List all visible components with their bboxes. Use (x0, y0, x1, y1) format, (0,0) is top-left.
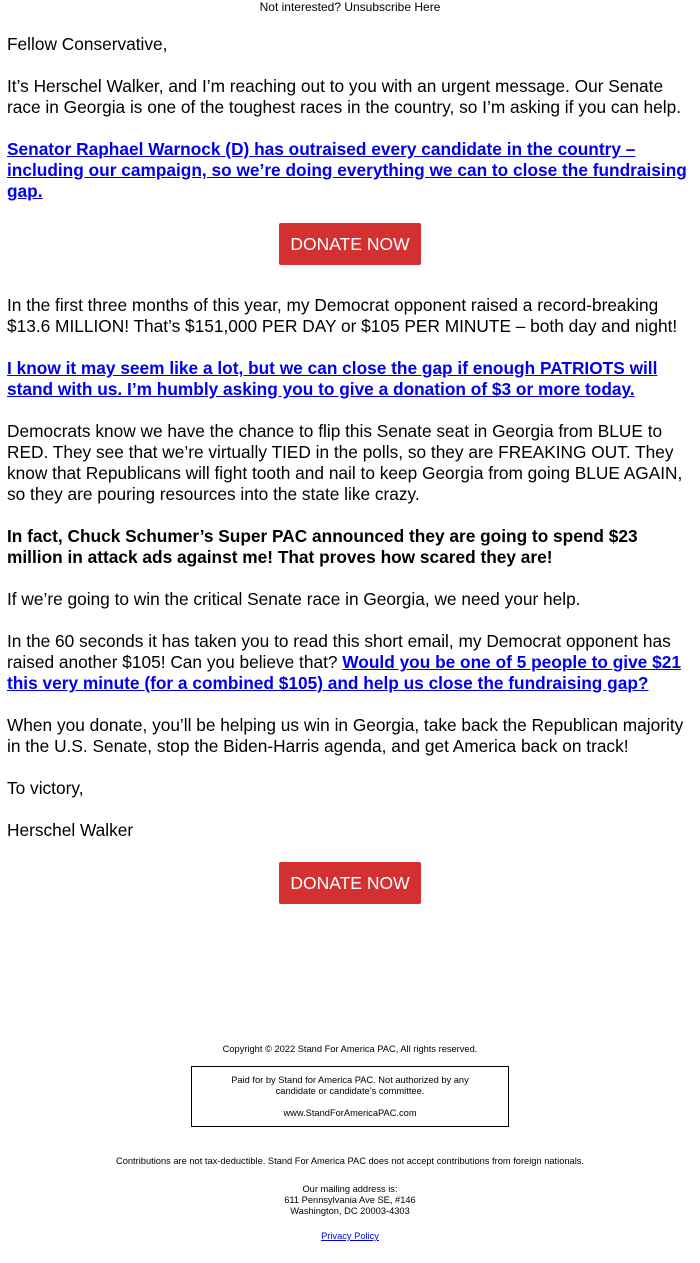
donate-button-wrap-top (7, 223, 693, 265)
donate-now-button-bottom[interactable]: DONATE NOW (279, 862, 420, 904)
when-you-donate-paragraph: When you donate, you’ll be helping us win in Georgia, take back the Republican majority in the U.S. Senate, stop the Biden-Harris agenda, and get America back on track! (7, 715, 684, 756)
footer (0, 1044, 700, 1242)
schumer-paragraph: In fact, Chuck Schumer’s Super PAC announced they are going to spend $23 million in attack ads against me! That proves how scared they are! (7, 526, 638, 567)
email-body (7, 34, 693, 934)
donate-21-link[interactable]: Would you be one of 5 people to give $21 this very minute (for a combined $105) and help us close the fundraising gap? (7, 652, 681, 693)
signature: Herschel Walker (7, 820, 134, 840)
disclaimer: Contributions are not tax-deductible. Stand For America PAC does not accept contributions from foreign nationals. (115, 1156, 585, 1166)
paid-for-box (191, 1066, 509, 1127)
sixty-seconds-paragraph (7, 631, 693, 694)
address-line1: 611 Pennsylvania Ave SE, #146 (284, 1195, 416, 1205)
democrats-paragraph: Democrats know we have the chance to flip this Senate seat in Georgia from BLUE to RED. They see that we’re virtually TIED in the polls, so they are FREAKING OUT. They know that Republicans will fight tooth and nail to keep Georgia from going BLUE AGAIN, so they are pouring resources into the state like crazy. (7, 421, 683, 504)
fundraising-paragraph: In the first three months of this year, my Democrat opponent raised a record-breaking $13.6 MILLION! That’s $151,000 PER DAY or $105 PER MINUTE – both day and night! (7, 295, 678, 336)
donate-3-link[interactable]: I know it may seem like a lot, but we can close the gap if enough PATRIOTS will stand with us. I’m humbly asking you to give a donation of $3 or more today. (7, 358, 658, 399)
warnock-outraised-link[interactable]: Senator Raphael Warnock (D) has outraised every candidate in the country – including our campaign, so we’re doing everything we can to close the fundraising gap. (7, 139, 687, 201)
donate-now-button-top[interactable]: DONATE NOW (279, 223, 420, 265)
privacy-policy-link[interactable]: Privacy Policy (321, 1231, 379, 1241)
paid-for-text: Paid for by Stand for America PAC. Not authorized by any candidate or candidate’s committee. (231, 1075, 469, 1096)
mailing-label: Our mailing address is: (302, 1184, 398, 1194)
greeting: Fellow Conservative, (7, 34, 168, 54)
unsubscribe-link[interactable]: Not interested? Unsubscribe Here (259, 0, 441, 14)
copyright: Copyright © 2022 Stand For America PAC, All rights reserved. (222, 1044, 478, 1054)
sixty-seconds-text: In the 60 seconds it has taken you to read this short email, my Democrat opponent has raised another $105! Can you believe that? (7, 631, 671, 672)
donate-button-wrap-bottom (7, 862, 693, 904)
help-paragraph: If we’re going to win the critical Senate race in Georgia, we need your help. (7, 589, 581, 609)
intro-paragraph: It’s Herschel Walker, and I’m reaching out to you with an urgent message. Our Senate race in Georgia is one of the toughest races in the country, so I’m asking if you can help. (7, 76, 682, 117)
website-text: www.StandForAmericaPAC.com (283, 1108, 417, 1118)
closing: To victory, (7, 778, 84, 798)
address-line2: Washington, DC 20003-4303 (290, 1206, 410, 1216)
